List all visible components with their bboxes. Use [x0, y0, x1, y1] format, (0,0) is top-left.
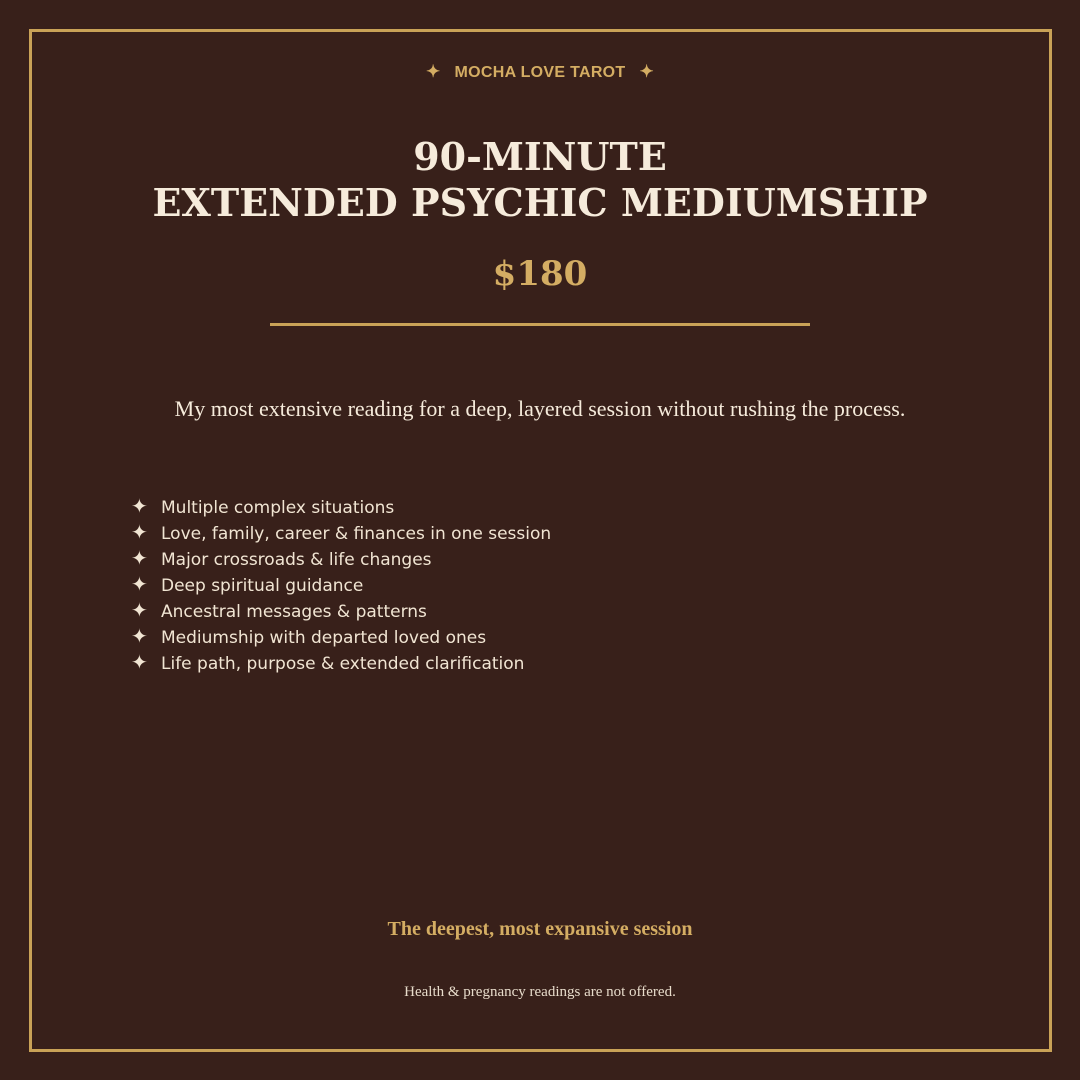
- divider: [270, 323, 810, 326]
- feature-list: [131, 494, 551, 676]
- sparkle-icon: ✦: [131, 598, 148, 622]
- feature-text: Ancestral messages & patterns: [161, 602, 427, 622]
- price-label: $180: [492, 254, 588, 294]
- feature-text: Life path, purpose & extended clarification: [161, 654, 525, 674]
- feature-text: Mediumship with departed loved ones: [161, 628, 487, 648]
- sparkle-icon: ✦: [131, 494, 148, 518]
- feature-text: Multiple complex situations: [161, 498, 395, 518]
- list-item: [131, 598, 551, 624]
- sparkle-icon: ✦: [639, 62, 655, 81]
- feature-text: Deep spiritual guidance: [161, 576, 364, 596]
- list-item: [131, 624, 551, 650]
- sparkle-icon: ✦: [131, 520, 148, 544]
- list-item: [131, 494, 551, 520]
- sparkle-icon: ✦: [131, 546, 148, 570]
- sparkle-icon: ✦: [131, 650, 148, 674]
- sparkle-icon: ✦: [131, 624, 148, 648]
- title-line-2: EXTENDED PSYCHIC MEDIUMSHIP: [152, 180, 928, 225]
- list-item: [131, 546, 551, 572]
- list-item: [131, 572, 551, 598]
- page-title: [0, 134, 1080, 226]
- brand-name: MOCHA LOVE TAROT: [454, 64, 626, 81]
- sparkle-icon: ✦: [425, 62, 441, 81]
- list-item: [131, 520, 551, 546]
- list-item: [131, 650, 551, 676]
- sparkle-icon: ✦: [131, 572, 148, 596]
- disclaimer: Health & pregnancy readings are not offered.: [404, 984, 676, 1000]
- title-line-1: 90-MINUTE: [413, 134, 667, 179]
- brand-header: [0, 62, 1080, 82]
- tagline: The deepest, most expansive session: [387, 918, 693, 940]
- description: My most extensive reading for a deep, layered session without rushing the process.: [174, 396, 906, 421]
- feature-text: Major crossroads & life changes: [161, 550, 432, 570]
- feature-text: Love, family, career & finances in one session: [161, 524, 552, 544]
